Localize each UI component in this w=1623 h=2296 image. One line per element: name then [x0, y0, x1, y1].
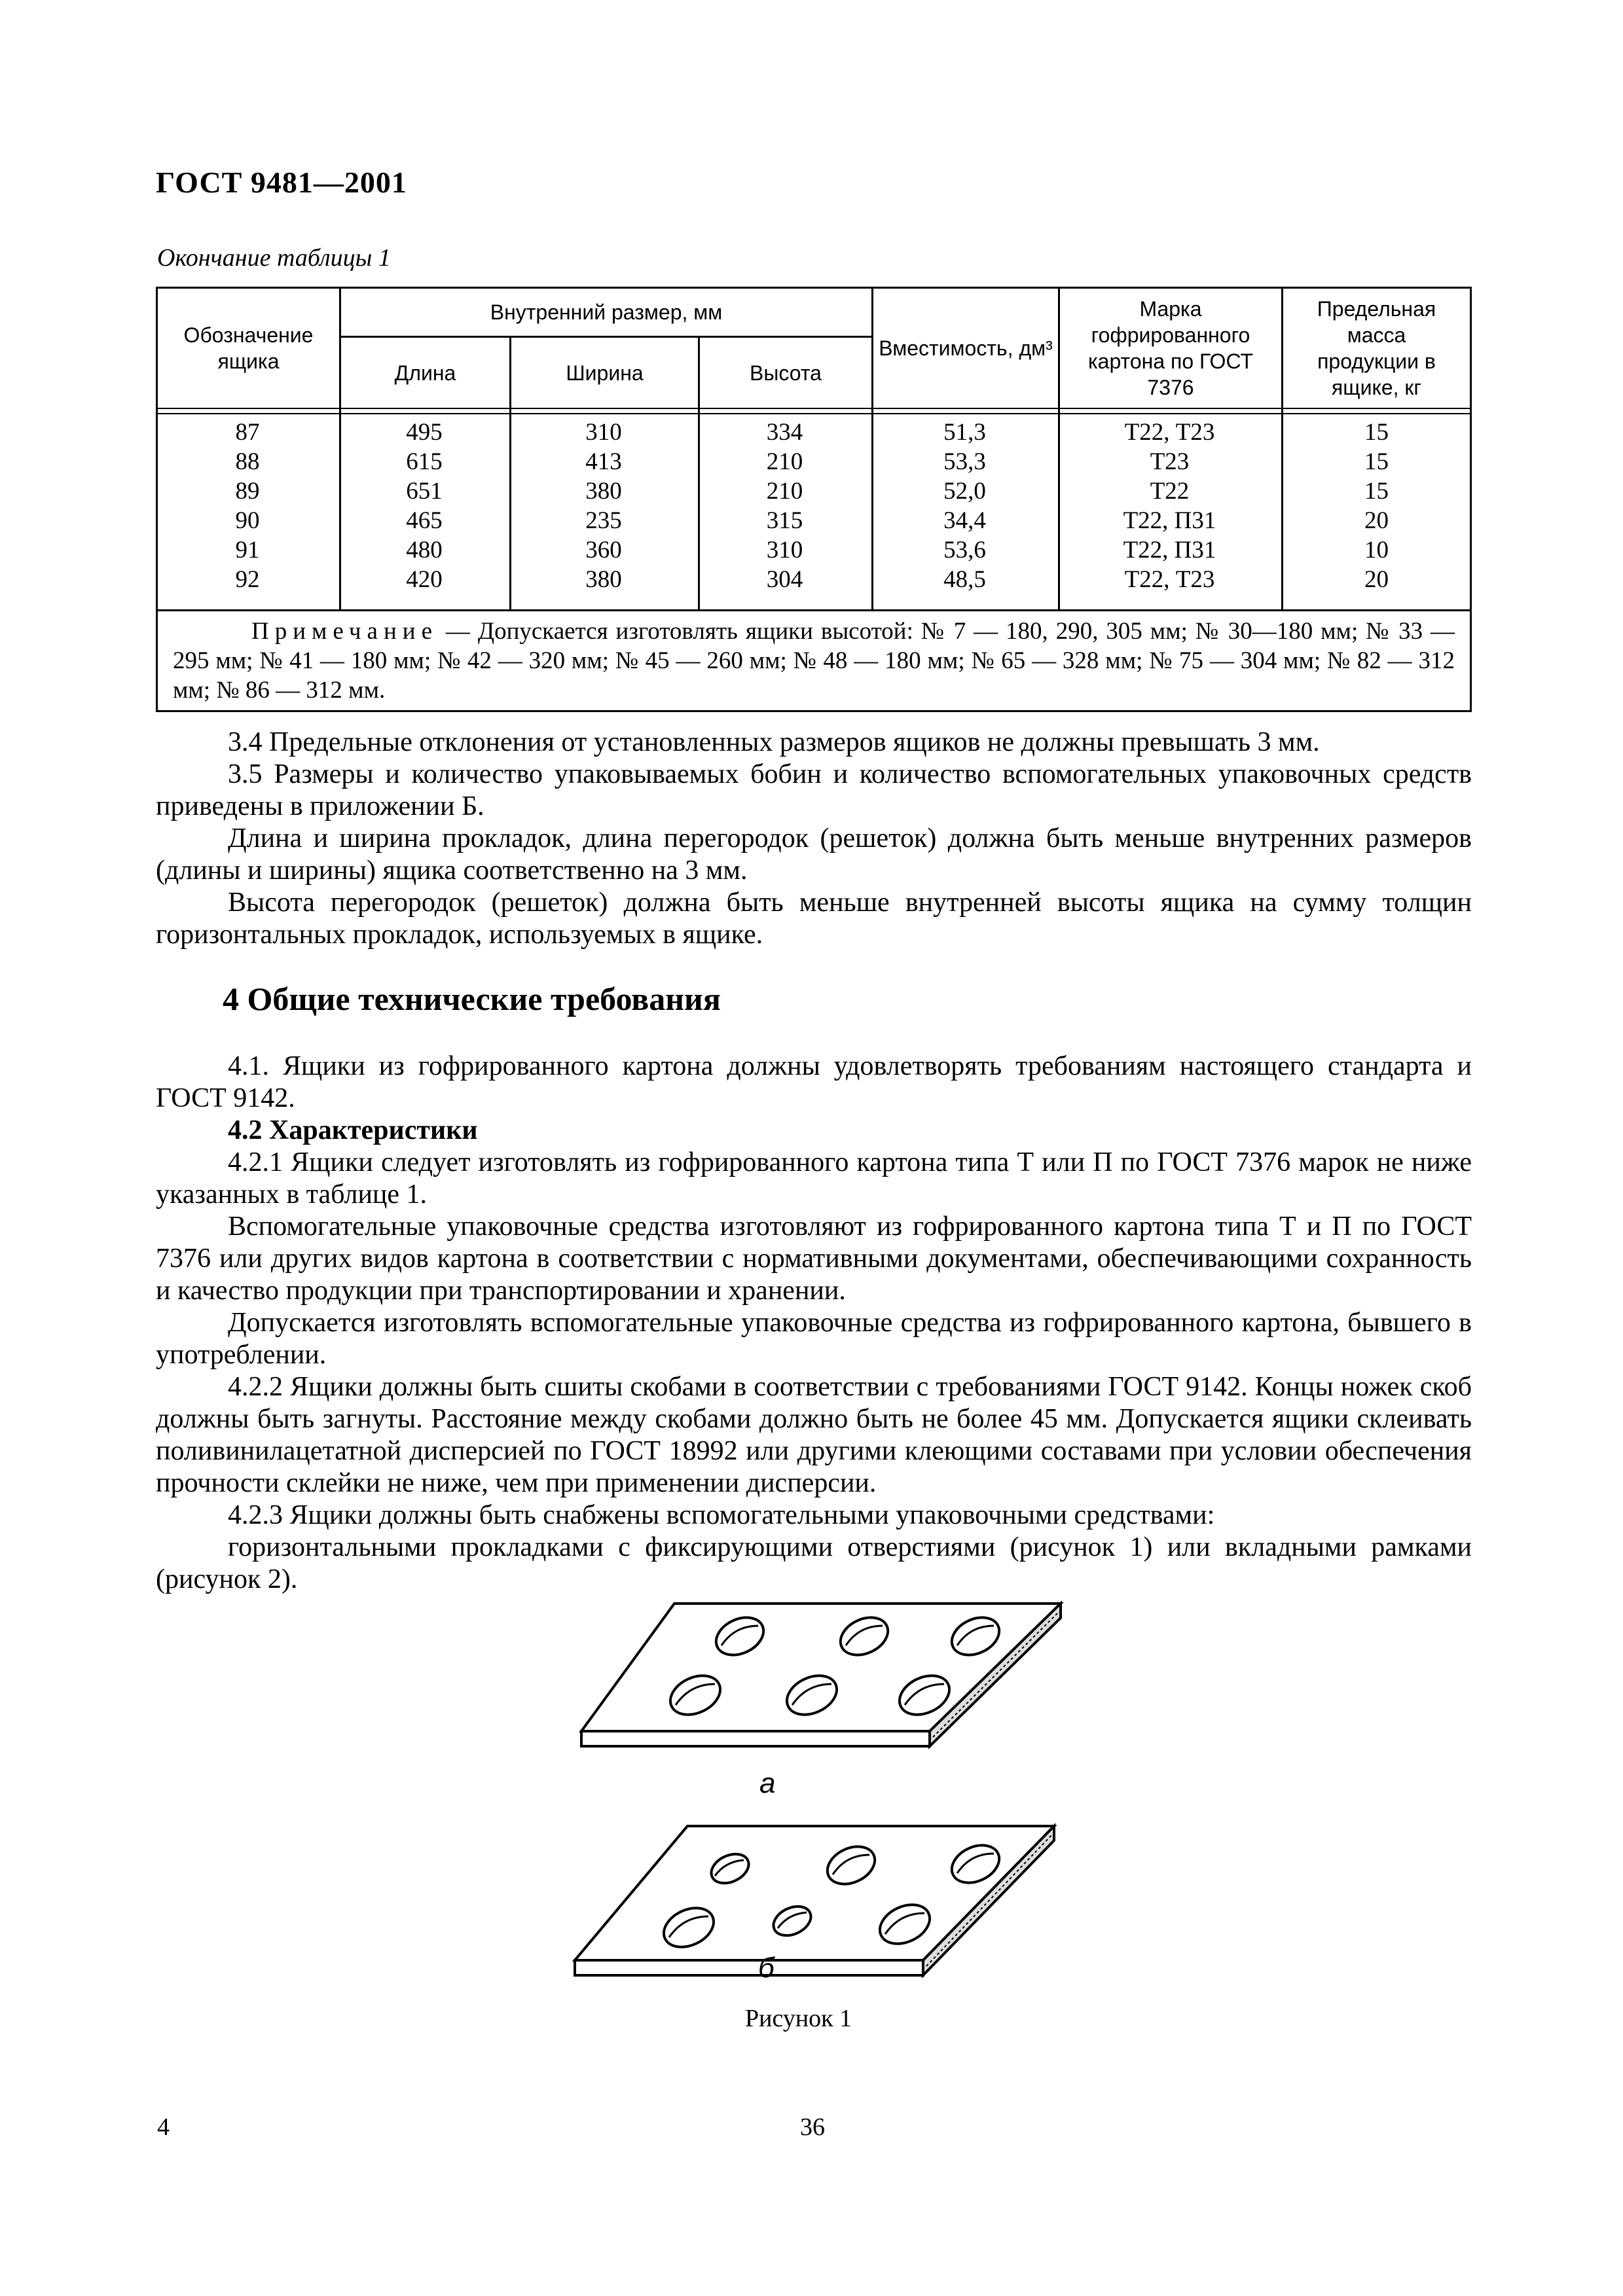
- paragraph: 4.1. Ящики из гофрированного картона должны удовлетворять требованиям настоящего стандарта и ГОСТ 9142.: [156, 1051, 1472, 1113]
- page-number-center: 36: [800, 2113, 825, 2141]
- table-cell-height: 210: [766, 478, 803, 505]
- header-height: Высота: [750, 361, 822, 385]
- paragraph: 4.2.3 Ящики должны быть снабжены вспомогательными упаковочными средствами:: [228, 1500, 1215, 1530]
- note-body: — Допускается изготовлять ящики высотой: № 7 — 180, 290, 305 мм; № 30—180 мм; № 33 — 295 мм; № 41 — 180 мм; № 42 — 320 мм; № 45 — 260 мм; № 48 — 180 мм; № 65 — 328 мм; № 75 — 304 мм; № 82 — 312 мм; № 86 — 312 мм.: [173, 618, 1455, 704]
- page-number-left: 4: [157, 2113, 170, 2141]
- table-cell-height: 310: [766, 537, 803, 564]
- table-cell-designation: 91: [235, 537, 260, 564]
- header-board-grade: Марка гофрированного картона по ГОСТ 7376: [1087, 297, 1254, 399]
- figure-label-b: б: [758, 1952, 775, 1984]
- paragraphs-section-3: [156, 726, 1472, 951]
- table-cell-height: 334: [766, 419, 803, 446]
- figure-caption: Рисунок 1: [745, 2005, 852, 2032]
- paragraph: Допускается изготовлять вспомогательные упаковочные средства из гофрированного картона, бывшего в употреблении.: [156, 1308, 1472, 1370]
- header-inner-size: Внутренний размер, мм: [490, 300, 723, 324]
- column-capacity: [871, 418, 1058, 594]
- table-cell-max-mass: 15: [1364, 419, 1389, 446]
- table-cell-width: 310: [585, 419, 622, 446]
- table-cell-length: 651: [406, 478, 443, 505]
- figure-b-board-with-holes: [570, 1820, 1067, 1996]
- paragraphs-section-4: [156, 1050, 1472, 1596]
- table-cell-board-grade: Т22, П31: [1123, 507, 1216, 534]
- paragraph: 4.2.1 Ящики следует изготовлять из гофрированного картона типа Т или П по ГОСТ 7376 марок не ниже указанных в таблице 1.: [156, 1147, 1472, 1210]
- column-max-mass: [1281, 418, 1472, 594]
- paragraph: 3.5 Размеры и количество упаковываемых бобин и количество вспомогательных упаковочных средств приведены в приложении Б.: [156, 759, 1472, 821]
- table-cell-max-mass: 10: [1364, 537, 1389, 564]
- table-cell-designation: 88: [235, 448, 260, 475]
- table-cell-capacity: 51,3: [943, 419, 986, 446]
- table-cell-designation: 89: [235, 478, 260, 505]
- table-cell-height: 304: [766, 566, 803, 593]
- table-note: [156, 617, 1472, 705]
- table-cell-board-grade: Т22, Т23: [1124, 419, 1215, 446]
- header-width: Ширина: [566, 361, 644, 385]
- paragraph: Вспомогательные упаковочные средства изготовляют из гофрированного картона типа Т и П по ГОСТ 7376 или других видов картона в соответствии с нормативными документами, обеспечивающими сохранность и качество продукции при транспортировании и хранении.: [156, 1211, 1472, 1306]
- table-cell-capacity: 52,0: [943, 478, 986, 505]
- table-cell-board-grade: Т22, П31: [1123, 537, 1216, 564]
- table-cell-height: 210: [766, 448, 803, 475]
- section-title: 4 Общие технические требования: [223, 980, 721, 1017]
- table-cell-board-grade: Т22: [1150, 478, 1190, 505]
- table-cell-height: 315: [766, 507, 803, 534]
- header-capacity: Вместимость, дм³: [879, 336, 1053, 360]
- column-board-grade: [1058, 418, 1281, 594]
- table-cell-width: 380: [585, 478, 622, 505]
- table-cell-width: 235: [585, 507, 622, 534]
- table-cell-capacity: 48,5: [943, 566, 986, 593]
- table-cell-max-mass: 20: [1364, 566, 1389, 593]
- table-cell-length: 495: [406, 419, 443, 446]
- table-cell-designation: 87: [235, 419, 260, 446]
- column-designation: [156, 418, 339, 594]
- table-cell-max-mass: 15: [1364, 448, 1389, 475]
- paragraph: 4.2.2 Ящики должны быть сшиты скобами в соответствии с требованиями ГОСТ 9142. Концы ножек скоб должны быть загнуты. Расстояние между скобами должно быть не более 45 мм. Допускается ящики склеивать поливинилацетатной дисперсией по ГОСТ 18992 или другими клеющими составами при условии обеспечения прочности склейки не ниже, чем при применении дисперсии.: [156, 1372, 1472, 1498]
- figure-label-a: а: [759, 1767, 776, 1799]
- document-code-header: ГОСТ 9481—2001: [156, 166, 407, 199]
- table-cell-length: 615: [406, 448, 443, 475]
- table-cell-length: 465: [406, 507, 443, 534]
- table-cell-capacity: 53,6: [943, 537, 986, 564]
- table-cell-capacity: 34,4: [943, 507, 986, 534]
- table-caption: Окончание таблицы 1: [157, 244, 391, 272]
- table-cell-width: 360: [585, 537, 622, 564]
- table-cell-max-mass: 15: [1364, 478, 1389, 505]
- table-cell-width: 413: [585, 448, 622, 475]
- table-cell-designation: 90: [235, 507, 260, 534]
- table-cell-max-mass: 20: [1364, 507, 1389, 534]
- column-height: [698, 418, 871, 594]
- paragraph: горизонтальными прокладками с фиксирующими отверстиями (рисунок 1) или вкладными рамками (рисунок 2).: [156, 1532, 1472, 1594]
- table-cell-board-grade: Т22, Т23: [1124, 566, 1215, 593]
- paragraph: Высота перегородок (решеток) должна быть меньше внутренней высоты ящика на сумму толщин горизонтальных прокладок, используемых в ящике.: [156, 888, 1472, 950]
- table-cell-length: 480: [406, 537, 443, 564]
- note-label: Примечание: [251, 618, 438, 645]
- subsection-heading: 4.2 Характеристики: [228, 1115, 478, 1145]
- header-max-mass: Предельная масса продукции в ящике, кг: [1317, 297, 1436, 399]
- column-length: [339, 418, 509, 594]
- table-cell-length: 420: [406, 566, 443, 593]
- header-length: Длина: [394, 361, 456, 385]
- table-cell-board-grade: Т23: [1150, 448, 1190, 475]
- paragraph: Длина и ширина прокладок, длина перегородок (решеток) должна быть меньше внутренних размеров (длины и ширины) ящика соответственно на 3 мм.: [156, 823, 1472, 886]
- table-cell-designation: 92: [235, 566, 260, 593]
- table-cell-width: 380: [585, 566, 622, 593]
- header-designation: Обозначение ящика: [183, 323, 314, 373]
- table-cell-capacity: 53,3: [943, 448, 986, 475]
- figure-a-board-with-holes: [576, 1597, 1074, 1774]
- paragraph: 3.4 Предельные отклонения от установленных размеров ящиков не должны превышать 3 мм.: [228, 727, 1320, 757]
- column-width: [509, 418, 698, 594]
